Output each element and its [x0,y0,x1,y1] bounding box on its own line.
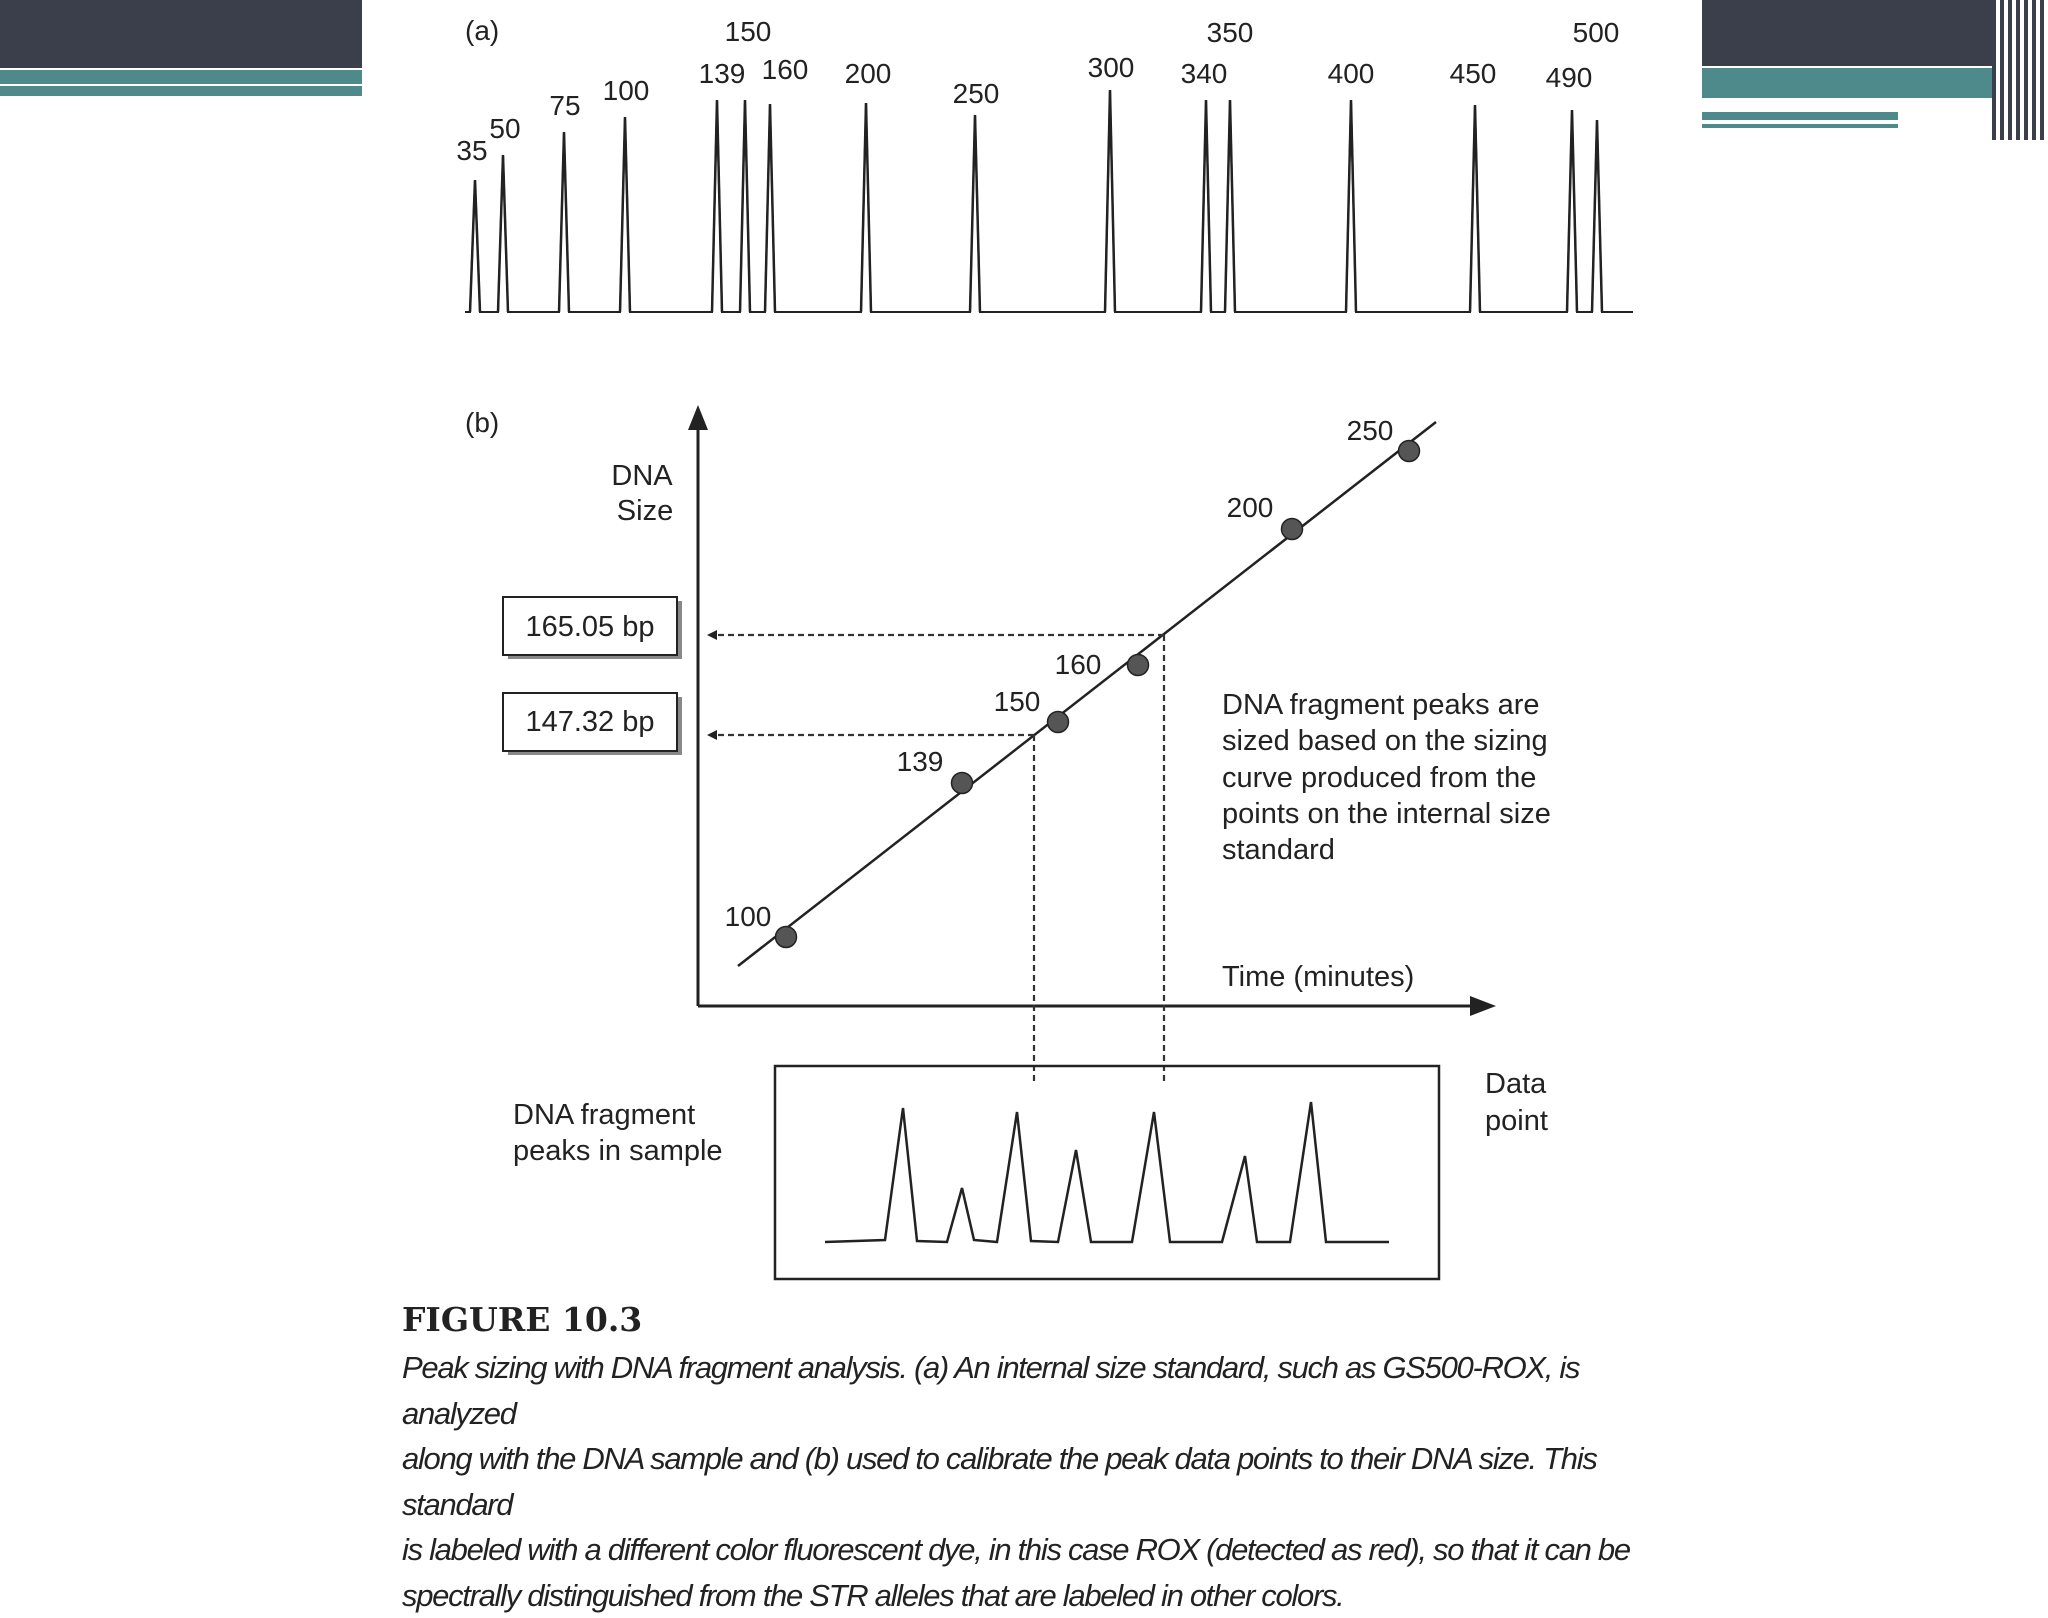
peak-label-350: 350 [1206,17,1254,48]
peak-label-450: 450 [1449,58,1497,89]
standard-point-label-250: 250 [1346,415,1394,446]
panel-a-label: (a) [465,15,500,46]
readout-lower-value: 147.32 bp [525,706,655,738]
peak-label-100: 100 [602,75,650,106]
standard-point-139 [952,773,973,794]
peak-160 [765,104,775,312]
sample-peaks-trace [825,1102,1389,1242]
peak-label-250: 250 [952,78,1000,109]
peak-350 [1225,100,1235,312]
note-line-1: DNA fragment peaks are [1222,689,1540,721]
peak-label-50: 50 [489,113,521,144]
data-point-label-line2: point [1485,1105,1548,1137]
peak-139 [712,100,722,312]
caption-line-2: along with the DNA sample and (b) used to calibrate the peak data points to their DNA size. This standard [402,1441,1597,1522]
peak-500 [1592,120,1602,312]
size-standard-peak-labels [456,16,1619,166]
note-line-4: points on the internal size [1222,798,1551,830]
caption-body [400,1345,1700,1618]
peak-label-139: 139 [698,58,746,89]
caption-line-4: spectrally distinguished from the STR alleles that are labeled in other colors. [402,1577,1344,1613]
sizing-standard-points [725,415,1420,948]
note-line-5: standard [1222,834,1335,866]
x-axis-arrowhead [1470,996,1496,1016]
peak-label-400: 400 [1327,58,1375,89]
caption-title: FIGURE 10.3 [402,1300,643,1339]
peak-label-150: 150 [724,16,772,47]
standard-point-label-160: 160 [1054,649,1102,680]
peak-50 [498,155,508,312]
peak-35 [470,180,480,312]
peak-label-340: 340 [1180,58,1228,89]
peak-250 [970,115,980,312]
note-line-3: curve produced from the [1222,762,1537,794]
standard-point-label-150: 150 [993,686,1041,717]
standard-point-label-200: 200 [1226,492,1274,523]
figure-caption [400,1300,1700,1618]
peak-300 [1105,90,1115,312]
sample-peaks-box [775,1066,1439,1279]
peak-label-200: 200 [844,58,892,89]
standard-point-250 [1399,441,1420,462]
panel-b-label: (b) [465,407,500,438]
standard-point-200 [1282,519,1303,540]
peak-label-300: 300 [1087,52,1135,83]
size-standard-electropherogram [465,90,1633,312]
caption-line-1: Peak sizing with DNA fragment analysis. (a) An internal size standard, such as GS500-ROX, is analyzed [402,1350,1580,1431]
x-axis-label: Time (minutes) [1222,961,1415,993]
sample-label-line1: DNA fragment [513,1099,696,1131]
electropherogram-baseline [465,90,1633,312]
peak-label-75: 75 [549,90,581,121]
sample-label-line2: peaks in sample [513,1135,723,1167]
peak-75 [559,132,569,312]
standard-point-150 [1048,712,1069,733]
standard-point-label-139: 139 [896,746,944,777]
peak-490 [1567,110,1577,312]
peak-label-500: 500 [1572,17,1620,48]
y-axis-label-line2: Size [616,495,674,527]
peak-label-490: 490 [1545,62,1593,93]
peak-450 [1470,105,1480,312]
peak-label-160: 160 [761,54,809,85]
readout-upper-value: 165.05 bp [525,611,655,643]
standard-point-100 [776,927,797,948]
peak-340 [1201,100,1211,312]
peak-100 [620,117,630,312]
standard-point-label-100: 100 [724,901,772,932]
peak-400 [1346,100,1356,312]
peak-200 [861,103,871,312]
y-axis-label-line1: DNA [611,460,673,492]
peak-label-35: 35 [456,135,488,166]
peak-150 [740,100,750,312]
y-axis-arrowhead [688,405,708,430]
note-line-2: sized based on the sizing [1222,725,1548,757]
caption-line-3: is labeled with a different color fluorescent dye, in this case ROX (detected as red), so that it can be [402,1532,1630,1567]
data-point-label-line1: Data [1485,1068,1547,1100]
standard-point-160 [1128,655,1149,676]
